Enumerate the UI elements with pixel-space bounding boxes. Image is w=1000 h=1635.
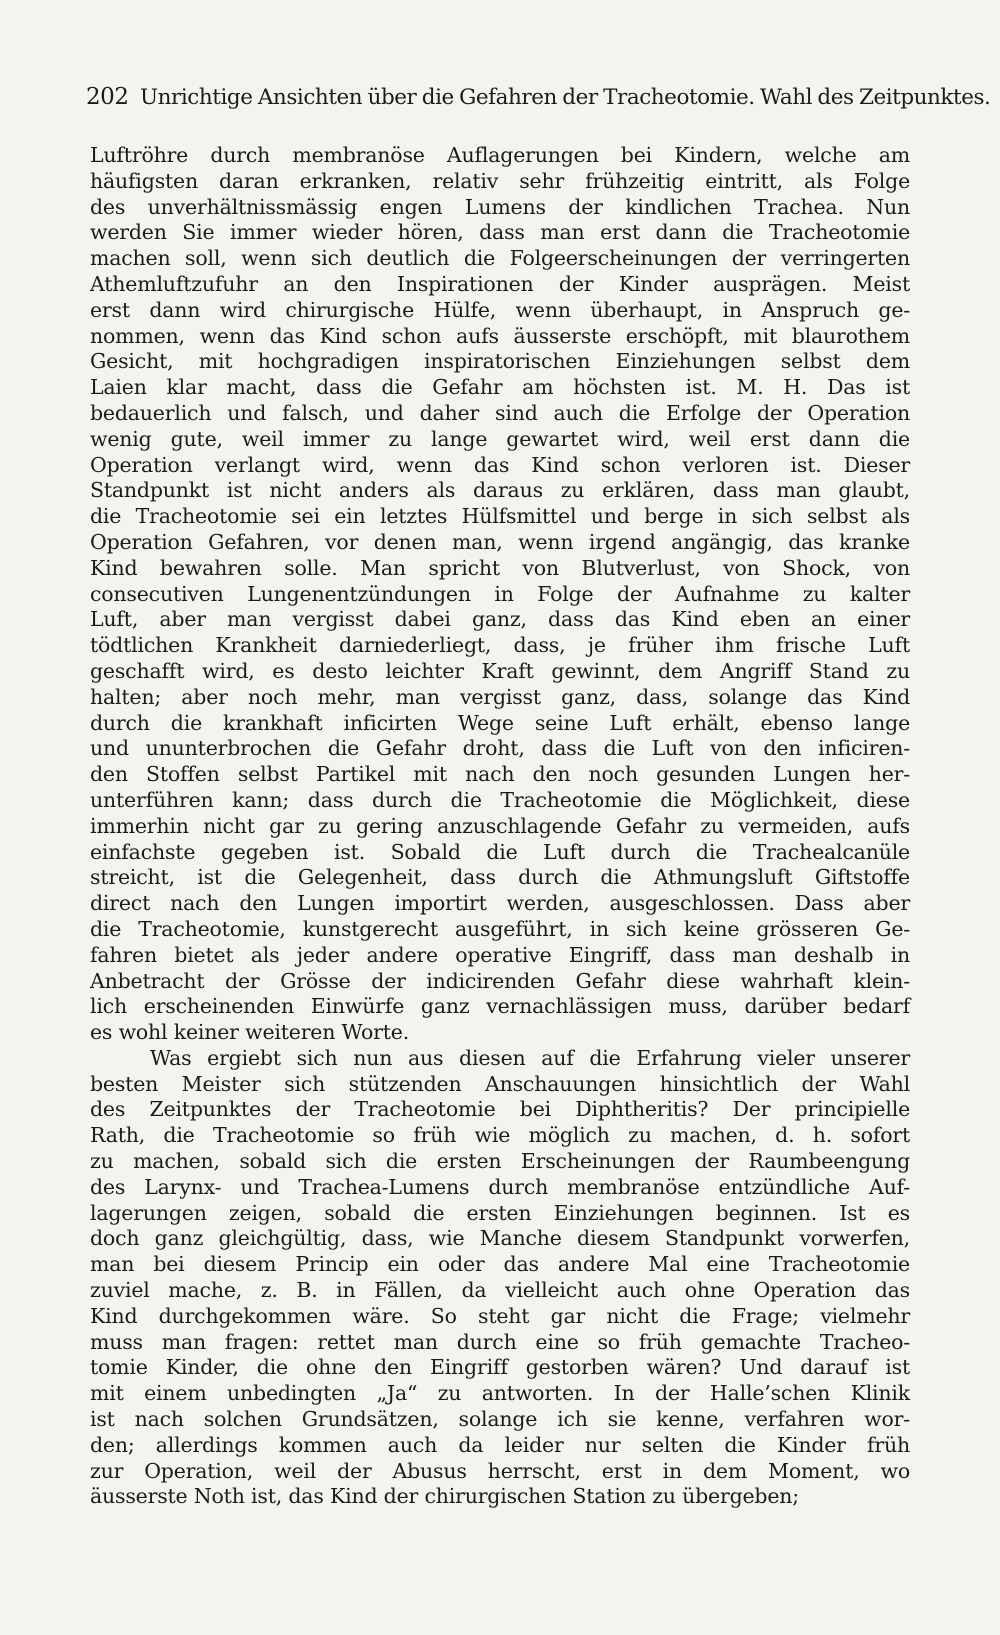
text-line: Was ergiebt sich nun aus diesen auf die Erfahrung vieler unserer bbox=[150, 1045, 910, 1070]
text-line: immerhin nicht gar zu gering anzuschlagende Gefahr zu vermeiden, aufs bbox=[90, 813, 910, 838]
text-line: zu machen, sobald sich die ersten Erscheinungen der Raumbeengung bbox=[90, 1149, 910, 1174]
text-line: tödtlichen Krankheit darniederliegt, dass, je früher ihm frische Luft bbox=[90, 633, 910, 658]
text-line: Kind bewahren solle. Man spricht von Blutverlust, von Shock, von bbox=[90, 555, 910, 580]
text-line: streicht, ist die Gelegenheit, dass durch die Athmungsluft Giftstoffe bbox=[90, 865, 910, 890]
text-line: nommen, wenn das Kind schon aufs äusserste erschöpft, mit blaurothem bbox=[90, 323, 910, 348]
text-line: muss man fragen: rettet man durch eine so früh gemachte Tracheo- bbox=[90, 1329, 910, 1354]
text-line: des Larynx- und Trachea-Lumens durch membranöse entzündliche Auf- bbox=[90, 1174, 910, 1199]
page-number: 202 bbox=[86, 84, 129, 110]
text-line: Anbetracht der Grösse der indicirenden Gefahr diese wahrhaft klein- bbox=[90, 968, 910, 993]
text-line: direct nach den Lungen importirt werden, ausgeschlossen. Dass aber bbox=[90, 891, 910, 916]
text-line: fahren bietet als jeder andere operative Eingriff, dass man deshalb in bbox=[90, 942, 910, 967]
text-line: halten; aber noch mehr, man vergisst ganz, dass, solange das Kind bbox=[90, 684, 910, 709]
text-line: doch ganz gleichgültig, dass, wie Manche diesem Standpunkt vorwerfen, bbox=[90, 1226, 910, 1251]
text-line: Rath, die Tracheotomie so früh wie möglich zu machen, d. h. sofort bbox=[90, 1123, 910, 1148]
text-line: Luft, aber man vergisst dabei ganz, dass das Kind eben an einer bbox=[90, 607, 910, 632]
text-line: und ununterbrochen die Gefahr droht, dass die Luft von den inficiren- bbox=[90, 736, 910, 761]
text-line: des Zeitpunktes der Tracheotomie bei Diphtheritis? Der principielle bbox=[90, 1097, 910, 1122]
text-line: Laien klar macht, dass die Gefahr am höchsten ist. M. H. Das ist bbox=[90, 375, 910, 400]
text-line: machen soll, wenn sich deutlich die Folgeerscheinungen der verringerten bbox=[90, 246, 910, 271]
text-line: die Tracheotomie, kunstgerecht ausgeführt, in sich keine grösseren Ge- bbox=[90, 916, 910, 941]
text-line: einfachste gegeben ist. Sobald die Luft durch die Trachealcanüle bbox=[90, 839, 910, 864]
text-line: geschafft wird, es desto leichter Kraft gewinnt, dem Angriff Stand zu bbox=[90, 658, 910, 683]
paragraph bbox=[90, 1046, 910, 1510]
paragraph bbox=[90, 143, 910, 1046]
text-line: Athemluftzufuhr an den Inspirationen der Kinder ausprägen. Meist bbox=[90, 271, 910, 296]
text-line: des unverhältnissmässig engen Lumens der kindlichen Trachea. Nun bbox=[90, 194, 910, 219]
text-line: erst dann wird chirurgische Hülfe, wenn überhaupt, in Anspruch ge- bbox=[90, 297, 910, 322]
text-line: Operation Gefahren, vor denen man, wenn irgend angängig, das kranke bbox=[90, 529, 910, 554]
text-line: Luftröhre durch membranöse Auflagerungen bei Kindern, welche am bbox=[90, 143, 910, 167]
text-line: lagerungen zeigen, sobald die ersten Einziehungen beginnen. Ist es bbox=[90, 1200, 910, 1225]
body-text bbox=[90, 143, 910, 1510]
text-line: unterführen kann; dass durch die Tracheotomie die Möglichkeit, diese bbox=[90, 787, 910, 812]
text-line: lich erscheinenden Einwürfe ganz vernachlässigen muss, darüber bedarf bbox=[90, 994, 910, 1019]
text-line: durch die krankhaft inficirten Wege seine Luft erhält, ebenso lange bbox=[90, 710, 910, 735]
text-line: werden Sie immer wieder hören, dass man erst dann die Tracheotomie bbox=[90, 220, 910, 245]
text-line: Kind durchgekommen wäre. So steht gar nicht die Frage; vielmehr bbox=[90, 1303, 910, 1328]
text-line: ist nach solchen Grundsätzen, solange ich sie kenne, verfahren wor- bbox=[90, 1407, 910, 1432]
text-line: besten Meister sich stützenden Anschauungen hinsichtlich der Wahl bbox=[90, 1071, 910, 1096]
running-head bbox=[86, 84, 991, 110]
text-line: den; allerdings kommen auch da leider nur selten die Kinder früh bbox=[90, 1432, 910, 1457]
text-line: zuviel mache, z. B. in Fällen, da vielleicht auch ohne Operation das bbox=[90, 1278, 910, 1303]
text-line: wenig gute, weil immer zu lange gewartet wird, weil erst dann die bbox=[90, 426, 910, 451]
text-line: Gesicht, mit hochgradigen inspiratorischen Einziehungen selbst dem bbox=[90, 349, 910, 374]
text-line: Standpunkt ist nicht anders als daraus zu erklären, dass man glaubt, bbox=[90, 478, 910, 503]
text-line: die Tracheotomie sei ein letztes Hülfsmittel und berge in sich selbst als bbox=[90, 504, 910, 529]
text-line: äusserste Noth ist, das Kind der chirurgischen Station zu übergeben; bbox=[90, 1484, 799, 1509]
text-line: consecutiven Lungenentzündungen in Folge der Aufnahme zu kalter bbox=[90, 581, 910, 606]
text-line: man bei diesem Princip ein oder das andere Mal eine Tracheotomie bbox=[90, 1252, 910, 1277]
text-line: es wohl keiner weiteren Worte. bbox=[90, 1020, 410, 1045]
text-line: tomie Kinder, die ohne den Eingriff gestorben wären? Und darauf ist bbox=[90, 1355, 910, 1380]
text-line: häufigsten daran erkranken, relativ sehr frühzeitig eintritt, als Folge bbox=[90, 168, 910, 193]
text-line: den Stoffen selbst Partikel mit nach den noch gesunden Lungen her- bbox=[90, 762, 910, 787]
text-line: Operation verlangt wird, wenn das Kind schon verloren ist. Dieser bbox=[90, 452, 910, 477]
text-line: bedauerlich und falsch, und daher sind auch die Erfolge der Operation bbox=[90, 400, 910, 425]
text-line: mit einem unbedingten „Ja“ zu antworten. In der Halle’schen Klinik bbox=[90, 1381, 910, 1406]
running-title: Unrichtige Ansichten über die Gefahren der Tracheotomie. Wahl des Zeitpunktes. bbox=[139, 85, 991, 110]
text-line: zur Operation, weil der Abusus herrscht, erst in dem Moment, wo bbox=[90, 1458, 910, 1483]
